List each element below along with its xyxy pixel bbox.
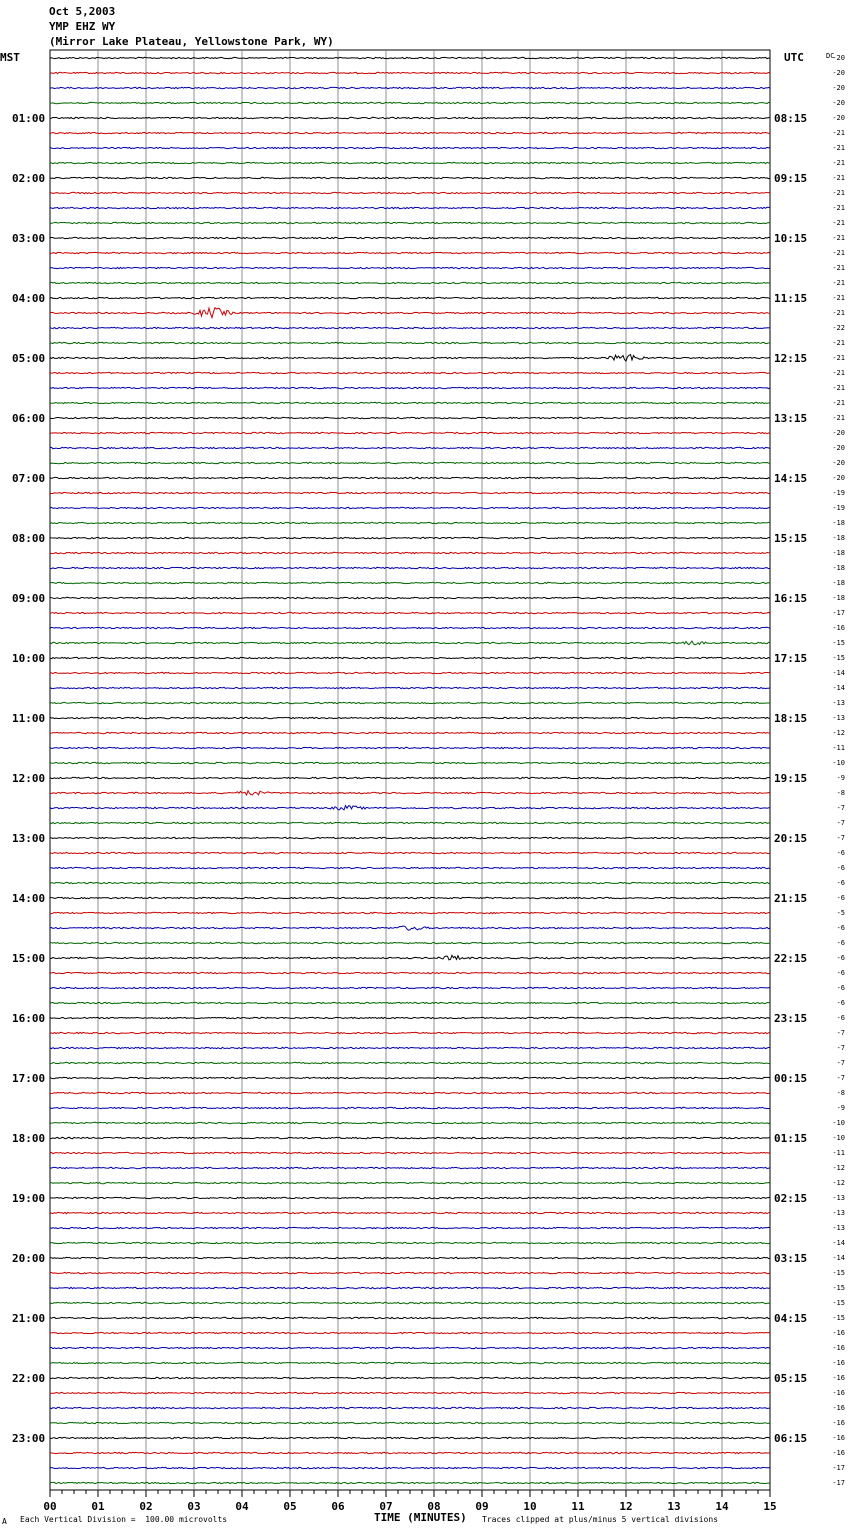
seismic-trace [50,522,770,523]
dc-offset-label: -21 [832,384,845,392]
right-hour-label: 08:15 [774,112,808,125]
x-tick-label: 04 [235,1500,249,1513]
dc-label: DC [826,52,835,60]
x-tick-label: 08 [427,1500,441,1513]
dc-offset-label: -10 [832,1134,845,1142]
dc-offset-label: -16 [832,1359,845,1367]
dc-offset-label: -21 [832,159,845,167]
dc-offset-label: -10 [832,759,845,767]
seismic-trace [50,1362,770,1363]
dc-offset-label: -6 [836,879,845,887]
dc-offset-label: -21 [832,264,845,272]
seismic-trace [50,537,770,538]
right-hour-label: 16:15 [774,592,808,605]
dc-offset-label: -17 [832,1479,845,1487]
seismic-trace [50,57,770,58]
seismic-trace [50,1272,770,1273]
seismic-trace [50,1257,770,1258]
dc-offset-label: -6 [836,894,845,902]
right-hour-label: 10:15 [774,232,808,245]
x-axis-title: TIME (MINUTES) [374,1511,467,1524]
dc-offset-label: -20 [832,114,845,122]
seismic-trace [50,837,770,838]
dc-offset-label: -18 [832,549,845,557]
right-hour-label: 00:15 [774,1072,808,1085]
dc-offset-label: -6 [836,849,845,857]
dc-offset-label: -21 [832,204,845,212]
dc-offset-label: -19 [832,504,845,512]
left-hour-label: 20:00 [12,1252,46,1265]
dc-offset-label: -21 [832,234,845,242]
right-hour-label: 22:15 [774,952,808,965]
dc-offset-label: -15 [832,1299,845,1307]
dc-offset-label: -21 [832,309,845,317]
seismic-trace [50,162,770,163]
seismic-trace [50,282,770,283]
seismic-trace [50,147,770,148]
dc-offset-label: -6 [836,864,845,872]
dc-offset-label: -16 [832,1434,845,1442]
seismic-trace [50,552,770,553]
seismic-trace [50,627,770,628]
right-hour-label: 15:15 [774,532,808,545]
seismic-trace [50,641,770,645]
seismic-trace [50,822,770,823]
seismic-trace [50,1482,770,1483]
dc-offset-label: -6 [836,954,845,962]
seismic-trace [50,1242,770,1243]
left-hour-label: 09:00 [12,592,46,605]
left-hour-label: 21:00 [12,1312,46,1325]
dc-offset-label: -20 [832,444,845,452]
seismic-trace [50,806,770,810]
dc-offset-label: -8 [836,789,845,797]
left-hour-label: 04:00 [12,292,46,305]
dc-offset-label: -20 [832,99,845,107]
seismic-trace [50,955,770,960]
dc-offset-label: -20 [832,429,845,437]
dc-offset-label: -7 [836,1059,845,1067]
dc-offset-label: -16 [832,1374,845,1382]
x-tick-label: 05 [283,1500,297,1513]
right-axis-label: UTC [784,51,804,64]
seismic-trace [50,1152,770,1153]
dc-offset-label: -21 [832,219,845,227]
left-hour-label: 18:00 [12,1132,46,1145]
left-hour-label: 08:00 [12,532,46,545]
dc-offset-label: -7 [836,1029,845,1037]
seismic-trace [50,612,770,613]
x-tick-label: 13 [667,1500,681,1513]
seismic-trace [50,672,770,673]
seismic-trace [50,1077,770,1078]
left-hour-label: 17:00 [12,1072,46,1085]
dc-offset-label: -15 [832,639,845,647]
seismic-trace [50,222,770,223]
x-tick-label: 10 [523,1500,537,1513]
dc-offset-label: -12 [832,729,845,737]
seismic-trace [50,477,770,478]
dc-offset-label: -21 [832,129,845,137]
seismic-trace [50,462,770,463]
dc-offset-label: -19 [832,489,845,497]
dc-offset-label: -7 [836,804,845,812]
seismic-trace [50,507,770,508]
seismic-trace [50,102,770,103]
x-tick-label: 14 [715,1500,729,1513]
seismic-trace [50,791,770,795]
right-hour-label: 05:15 [774,1372,808,1385]
seismic-trace [50,1422,770,1423]
dc-offset-label: -7 [836,834,845,842]
dc-offset-label: -8 [836,1089,845,1097]
left-hour-label: 05:00 [12,352,46,365]
x-tick-label: 11 [571,1500,585,1513]
dc-offset-label: -16 [832,1389,845,1397]
seismic-trace [50,252,770,253]
dc-offset-label: -21 [832,414,845,422]
dc-offset-label: -13 [832,1224,845,1232]
seismic-trace [50,1197,770,1198]
seismic-trace [50,267,770,268]
dc-offset-label: -7 [836,1074,845,1082]
seismic-trace [50,1017,770,1018]
dc-offset-label: -15 [832,1314,845,1322]
seismic-trace [50,687,770,688]
dc-offset-label: -7 [836,819,845,827]
left-hour-label: 22:00 [12,1372,46,1385]
seismic-trace [50,1302,770,1303]
x-tick-label: 09 [475,1500,489,1513]
left-hour-label: 16:00 [12,1012,46,1025]
x-tick-label: 15 [763,1500,777,1513]
seismic-trace [50,1317,770,1318]
dc-offset-label: -7 [836,1044,845,1052]
seismic-trace [50,762,770,763]
seismic-trace [50,926,770,930]
seismic-trace [50,1437,770,1438]
dc-offset-label: -16 [832,1449,845,1457]
dc-offset-label: -6 [836,969,845,977]
dc-offset-label: -16 [832,1419,845,1427]
dc-offset-label: -6 [836,999,845,1007]
seismic-trace [50,867,770,868]
dc-offset-label: -9 [836,774,845,782]
dc-offset-label: -21 [832,189,845,197]
left-hour-label: 13:00 [12,832,46,845]
right-hour-label: 17:15 [774,652,808,665]
seismic-trace [50,1467,770,1468]
seismic-trace [50,1407,770,1408]
seismic-trace [50,1137,770,1138]
footer-mark: A [2,1517,7,1526]
seismic-trace [50,237,770,238]
dc-offset-label: -17 [832,609,845,617]
dc-offset-label: -18 [832,579,845,587]
dc-offset-label: -11 [832,1149,845,1157]
dc-offset-label: -16 [832,1404,845,1412]
dc-offset-label: -12 [832,1164,845,1172]
dc-offset-label: -12 [832,1179,845,1187]
seismic-trace [50,297,770,298]
seismic-trace [50,1002,770,1003]
right-hour-label: 19:15 [774,772,808,785]
left-hour-label: 14:00 [12,892,46,905]
left-hour-label: 10:00 [12,652,46,665]
dc-offset-label: -14 [832,1254,845,1262]
dc-offset-label: -21 [832,294,845,302]
seismic-trace [50,972,770,973]
dc-offset-label: -16 [832,624,845,632]
seismic-trace [50,432,770,433]
dc-offset-label: -20 [832,54,845,62]
right-hour-label: 13:15 [774,412,808,425]
dc-offset-label: -21 [832,144,845,152]
dc-offset-label: -6 [836,924,845,932]
seismic-trace [50,132,770,133]
station-location: (Mirror Lake Plateau, Yellowstone Park, WY) [49,35,334,48]
dc-offset-label: -20 [832,474,845,482]
x-tick-label: 06 [331,1500,345,1513]
seismic-trace [50,777,770,778]
seismic-trace [50,177,770,178]
seismic-trace [50,1032,770,1033]
right-hour-label: 09:15 [774,172,808,185]
dc-offset-label: -6 [836,984,845,992]
left-hour-label: 23:00 [12,1432,46,1445]
dc-offset-label: -13 [832,1194,845,1202]
dc-offset-label: -16 [832,1329,845,1337]
seismic-trace [50,1122,770,1123]
seismic-trace [50,1392,770,1393]
dc-offset-label: -18 [832,519,845,527]
seismic-trace [50,342,770,343]
dc-offset-label: -10 [832,1119,845,1127]
seismic-trace [50,355,770,362]
seismic-trace [50,567,770,568]
seismic-trace [50,1047,770,1048]
seismic-trace [50,308,770,318]
right-hour-label: 14:15 [774,472,808,485]
right-hour-label: 06:15 [774,1432,808,1445]
seismic-trace [50,702,770,703]
dc-offset-label: -21 [832,399,845,407]
seismic-trace [50,657,770,658]
dc-offset-label: -20 [832,84,845,92]
seismic-trace [50,1452,770,1453]
dc-offset-label: -14 [832,669,845,677]
dc-offset-label: -16 [832,1344,845,1352]
dc-offset-label: -21 [832,369,845,377]
dc-offset-label: -15 [832,654,845,662]
dc-offset-label: -14 [832,1239,845,1247]
plot-frame [50,50,770,1490]
dc-offset-label: -11 [832,744,845,752]
x-tick-label: 07 [379,1500,393,1513]
x-tick-label: 02 [139,1500,153,1513]
left-hour-label: 03:00 [12,232,46,245]
right-hour-label: 18:15 [774,712,808,725]
left-hour-label: 12:00 [12,772,46,785]
right-hour-label: 23:15 [774,1012,808,1025]
x-tick-label: 12 [619,1500,633,1513]
seismic-trace [50,87,770,88]
seismic-trace [50,327,770,328]
right-hour-label: 21:15 [774,892,808,905]
seismic-trace [50,207,770,208]
seismic-trace [50,1347,770,1348]
left-hour-label: 06:00 [12,412,46,425]
dc-offset-label: -20 [832,69,845,77]
seismic-trace [50,852,770,853]
dc-offset-label: -9 [836,1104,845,1112]
dc-offset-label: -18 [832,564,845,572]
dc-offset-label: -6 [836,939,845,947]
left-hour-label: 15:00 [12,952,46,965]
dc-offset-label: -6 [836,1014,845,1022]
seismic-trace [50,192,770,193]
right-hour-label: 04:15 [774,1312,808,1325]
seismic-trace [50,417,770,418]
dc-offset-label: -20 [832,459,845,467]
seismic-trace [50,117,770,118]
seismic-trace [50,1332,770,1333]
right-hour-label: 12:15 [774,352,808,365]
chart-date: Oct 5,2003 [49,5,116,18]
seismic-trace [50,912,770,913]
dc-offset-label: -21 [832,174,845,182]
left-hour-label: 11:00 [12,712,46,725]
seismic-trace [50,447,770,448]
clip-note: Traces clipped at plus/minus 5 vertical divisions [482,1515,719,1524]
seismic-trace [50,582,770,583]
station-code: YMP EHZ WY [49,20,116,33]
dc-offset-label: -18 [832,594,845,602]
left-hour-label: 01:00 [12,112,46,125]
dc-offset-label: -22 [832,324,845,332]
seismic-trace [50,1107,770,1108]
seismic-trace [50,1212,770,1213]
dc-offset-label: -21 [832,279,845,287]
dc-offset-label: -21 [832,249,845,257]
seismic-trace [50,942,770,943]
seismic-trace [50,1062,770,1063]
seismic-trace [50,1167,770,1168]
seismic-trace [50,372,770,373]
left-hour-label: 07:00 [12,472,46,485]
seismic-trace [50,717,770,718]
scale-note: Each Vertical Division = 100.00 microvolts [20,1515,228,1524]
dc-offset-label: -21 [832,339,845,347]
dc-offset-label: -13 [832,1209,845,1217]
seismic-trace [50,1227,770,1228]
seismic-trace [50,492,770,493]
right-hour-label: 02:15 [774,1192,808,1205]
dc-offset-label: -14 [832,684,845,692]
x-tick-label: 03 [187,1500,201,1513]
dc-offset-label: -17 [832,1464,845,1472]
right-hour-label: 01:15 [774,1132,808,1145]
dc-offset-label: -21 [832,354,845,362]
left-hour-label: 02:00 [12,172,46,185]
seismic-trace [50,897,770,898]
dc-offset-label: -15 [832,1269,845,1277]
x-tick-label: 01 [91,1500,105,1513]
seismic-trace [50,1377,770,1378]
right-hour-label: 03:15 [774,1252,808,1265]
right-hour-label: 20:15 [774,832,808,845]
left-axis-label: MST [0,51,20,64]
seismic-trace [50,882,770,883]
seismic-trace [50,732,770,733]
seismic-trace [50,402,770,403]
seismic-trace [50,597,770,598]
dc-offset-label: -13 [832,699,845,707]
x-tick-label: 00 [43,1500,57,1513]
left-hour-label: 19:00 [12,1192,46,1205]
seismic-trace [50,387,770,388]
dc-offset-label: -5 [836,909,845,917]
dc-offset-label: -15 [832,1284,845,1292]
seismic-trace [50,1092,770,1093]
seismic-trace [50,72,770,73]
seismic-trace [50,1287,770,1288]
dc-offset-label: -13 [832,714,845,722]
seismic-trace [50,747,770,748]
seismic-trace [50,1182,770,1183]
right-hour-label: 11:15 [774,292,808,305]
seismic-trace [50,987,770,988]
dc-offset-label: -18 [832,534,845,542]
